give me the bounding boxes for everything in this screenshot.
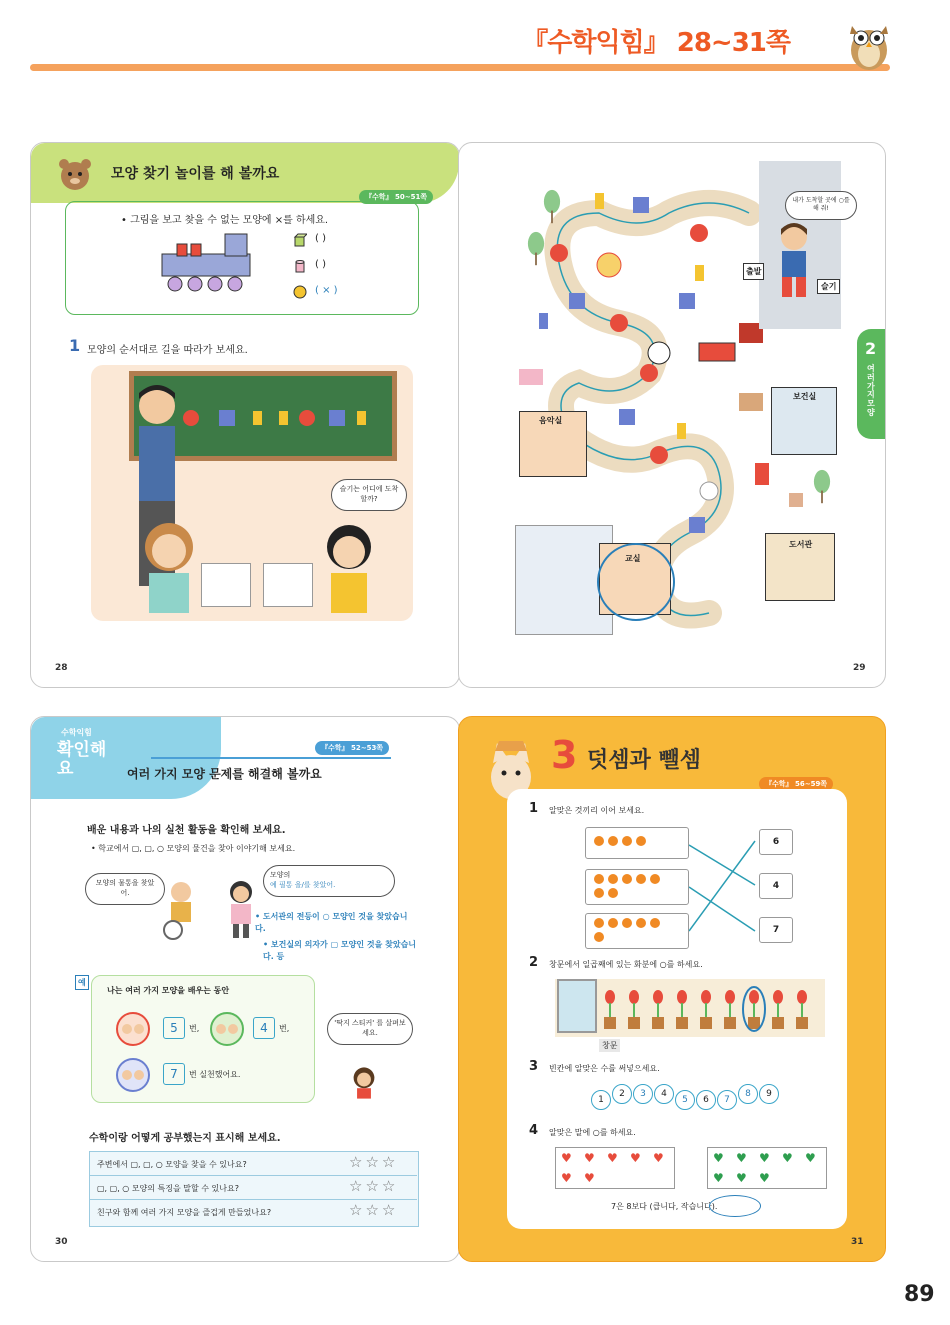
window-icon — [557, 979, 597, 1033]
start-sign: 출발 — [743, 263, 764, 280]
star-rating[interactable]: ☆☆☆ — [349, 1153, 399, 1171]
count-unit-1: 번, — [189, 1024, 200, 1033]
speech-bubble-top: 내가 도착할 곳에 ○를 해 줘! — [785, 191, 857, 220]
sequence-circle: 1 — [591, 1090, 611, 1110]
answer-line-1: • 도서관의 전등이 ○ 모양인 것을 찾았습니다. — [255, 912, 408, 933]
page-number: 30 — [55, 1237, 68, 1247]
svg-text:♥: ♥ — [713, 1171, 724, 1185]
shape-sequence-illustration — [181, 408, 371, 428]
sequence-circle: 2 — [612, 1084, 632, 1104]
boy-seulgi-illustration — [769, 219, 819, 299]
answer-cylinder[interactable]: ( ) — [315, 259, 326, 270]
page-number: 28 — [55, 663, 68, 673]
svg-text:♥: ♥ — [607, 1151, 618, 1165]
q3-text: 빈칸에 알맞은 수를 써넣으세요. — [549, 1064, 660, 1073]
sequence-circle[interactable]: 7 — [717, 1090, 737, 1110]
match-box[interactable]: 4 — [759, 873, 793, 899]
page-29 — [458, 142, 886, 688]
q1-number: 1 — [529, 801, 539, 816]
library-room-label: 도서관 — [789, 540, 813, 549]
svg-text:♥: ♥ — [736, 1151, 747, 1165]
table-divider — [89, 1199, 417, 1200]
textbook-tag: 『수학』 52~53쪽 — [315, 741, 389, 755]
page-28 — [30, 142, 460, 688]
book-page-number: 89 — [904, 1282, 935, 1307]
table-row: 친구와 함께 여러 가지 모양을 즐겁게 만들었나요? — [97, 1208, 272, 1217]
count-unit-2: 번, — [279, 1024, 290, 1033]
dots-4 — [593, 835, 673, 847]
svg-text:♥: ♥ — [653, 1151, 664, 1165]
svg-text:♥: ♥ — [630, 1151, 641, 1165]
svg-text:♥: ♥ — [736, 1171, 747, 1185]
match-lines — [689, 835, 759, 945]
table-row: 주변에서 ▢, ▢, ○ 모양을 찾을 수 있나요? — [97, 1160, 247, 1169]
star-rating[interactable]: ☆☆☆ — [349, 1177, 399, 1195]
train-shape-illustration — [157, 229, 257, 299]
chapter-number: 3 — [551, 733, 578, 777]
textbook-tag: 『수학』 56~59쪽 — [759, 777, 833, 791]
q2-number: 2 — [529, 955, 539, 970]
svg-text:♥: ♥ — [561, 1151, 572, 1165]
nurse-room-label: 보건실 — [793, 392, 817, 401]
svg-text:♥: ♥ — [759, 1151, 770, 1165]
chapter-title: 덧셈과 뺄셈 — [587, 748, 701, 773]
page-title: 여러 가지 모양 문제를 해결해 볼까요 — [127, 767, 322, 781]
page-title: 모양 찾기 놀이를 해 볼까요 — [111, 166, 280, 182]
sequence-circle: 9 — [759, 1084, 779, 1104]
chapter-side-number: 2 — [865, 339, 877, 358]
q3-number: 3 — [529, 1059, 539, 1074]
section-2-title: 수학이랑 어떻게 공부했는지 표시해 보세요. — [89, 1133, 281, 1144]
confirm-badge: 확인해요 — [57, 740, 107, 779]
svg-text:♥: ♥ — [561, 1171, 572, 1185]
question-number: 1 — [69, 336, 81, 355]
page-31 — [458, 716, 886, 1262]
page-number: 31 — [851, 1237, 864, 1247]
header-title: 『수학익힘』 28~31쪽 — [522, 28, 790, 58]
music-room-label: 음악실 — [539, 416, 563, 425]
q4-sentence: 7은 8보다 (큽니다, 작습니다). — [611, 1202, 718, 1211]
sequence-circle: 4 — [654, 1084, 674, 1104]
answer-circle[interactable] — [709, 1195, 761, 1217]
star-rating[interactable]: ☆☆☆ — [349, 1201, 399, 1219]
sequence-circle[interactable]: 3 — [633, 1084, 653, 1104]
q2-text: 창문에서 일곱째에 있는 화분에 ○를 하세요. — [549, 960, 703, 969]
svg-text:♥: ♥ — [782, 1151, 793, 1165]
header-bar — [30, 64, 890, 71]
count-unit-3: 번 실천했어요. — [189, 1070, 241, 1079]
section-1-subtitle: • 학교에서 ▢, ▢, ○ 모양의 물건을 찾아 이야기해 보세요. — [91, 844, 296, 853]
sequence-circle[interactable]: 8 — [738, 1084, 758, 1104]
owl-mascot-icon — [840, 14, 898, 72]
sticker-bubble: '딱지 스티커' 를 살펴보세요. — [327, 1013, 413, 1045]
boy-wheelchair-illustration — [161, 879, 201, 941]
page-30 — [30, 716, 460, 1262]
question-text: 모양의 순서대로 길을 따라가 보세요. — [87, 345, 248, 356]
svg-text:♥: ♥ — [584, 1151, 595, 1165]
girl-small-illustration — [351, 1065, 377, 1101]
dots-6 — [593, 917, 673, 943]
bubble-right-line1: 모양의 — [270, 871, 291, 879]
q4-number: 4 — [529, 1123, 539, 1138]
game-board-right — [263, 563, 313, 607]
student-girl-right-illustration — [309, 517, 389, 617]
hearts-green — [707, 1147, 825, 1187]
practice-box-title: 나는 여러 가지 모양을 배우는 동안 — [107, 986, 230, 995]
hearts-red — [555, 1147, 673, 1187]
q1-text: 알맞은 것끼리 이어 보세요. — [549, 806, 645, 815]
answer-line-2: • 보건실의 의자가 ▢ 모양인 것을 찾았습니다. 등 — [263, 940, 417, 961]
name-label: 슬기 — [817, 279, 840, 294]
title-line — [151, 757, 391, 759]
match-box[interactable]: 7 — [759, 917, 793, 943]
tree-icon — [813, 469, 831, 505]
svg-text:♥: ♥ — [713, 1151, 724, 1165]
section-1-title: 배운 내용과 나의 실천 활동을 확인해 보세요. — [87, 825, 286, 836]
page-number: 29 — [853, 663, 866, 673]
sphere-shape-icon — [293, 285, 307, 299]
dots-7 — [593, 873, 673, 899]
flowerpots-row — [599, 985, 819, 1035]
number-sequence — [591, 1087, 811, 1110]
svg-text:♥: ♥ — [805, 1151, 816, 1165]
count-box-2[interactable]: 4 — [253, 1017, 275, 1039]
kids-icon — [209, 1011, 245, 1047]
kids-icon — [115, 1011, 151, 1047]
cylinder-shape-icon — [293, 259, 307, 273]
bubble-left: 모양의 물통을 찾았어. — [85, 873, 165, 905]
sequence-circle: 6 — [696, 1090, 716, 1110]
q4-text: 알맞은 말에 ○를 하세요. — [549, 1128, 636, 1137]
classroom-label: 교실 — [625, 554, 641, 563]
count-box-1[interactable]: 5 — [163, 1017, 185, 1039]
box-shape-icon — [293, 233, 307, 247]
bubble-right — [263, 865, 395, 897]
match-box[interactable]: 6 — [759, 829, 793, 855]
svg-text:♥: ♥ — [759, 1171, 770, 1185]
game-board-left — [201, 563, 251, 607]
instruction-text: • 그림을 보고 찾을 수 없는 모양에 ×를 하세요. — [121, 215, 329, 226]
textbook-tag: 『수학』 50~51쪽 — [359, 190, 433, 204]
table-divider — [89, 1175, 417, 1176]
trees-illustration — [543, 189, 561, 225]
badge-top: 수학익힘 — [61, 728, 92, 737]
table-row: ▢, ▢, ○ 모양의 특징을 말할 수 있나요? — [97, 1184, 239, 1193]
bear-mascot-icon — [55, 153, 95, 195]
chapter-side-text: 여러 가지 모양 — [867, 364, 875, 417]
student-girl-left-illustration — [129, 515, 209, 615]
answer-sphere[interactable]: ( × ) — [315, 285, 338, 296]
bubble-right-line2: 예 필통 을/를 찾았어. — [270, 880, 336, 889]
example-label: 예 — [75, 975, 89, 990]
window-label: 창문 — [599, 1039, 620, 1052]
sequence-circle[interactable]: 5 — [675, 1090, 695, 1110]
svg-text:♥: ♥ — [584, 1171, 595, 1185]
tree-icon — [527, 231, 545, 267]
count-box-3[interactable]: 7 — [163, 1063, 185, 1085]
answer-box[interactable]: ( ) — [315, 233, 326, 244]
kids-icon — [115, 1057, 151, 1093]
speech-bubble: 슬기는 어디에 도착할까? — [331, 479, 407, 511]
